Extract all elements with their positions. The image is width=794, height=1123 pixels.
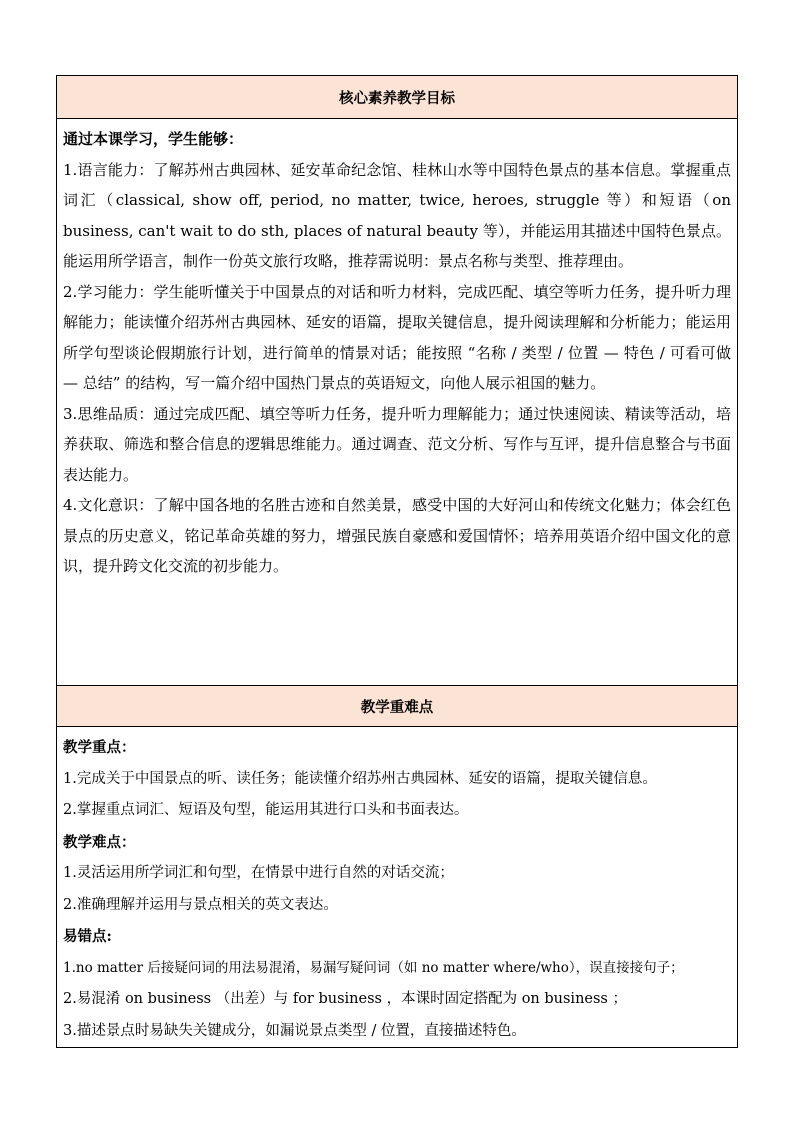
error-point: 2.易混淆 on business （出差）与 for business ，本课时固定搭配为 on business ；	[63, 991, 627, 1007]
difficult-point: 2.准确理解并运用与景点相关的英文表达。	[63, 896, 338, 913]
difficult-point: 1.灵活运用所学词汇和句型，在情景中进行自然的对话交流；	[63, 865, 454, 881]
error-points-heading: 易错点:	[63, 928, 112, 945]
goal-culture: 4.文化意识：了解中国各地的名胜古迹和自然美景，感受中国的大好河山和传统文化魅力；体会红色景点的历史意义，铭记革命英雄的努力，增强民族自豪感和爱国情怀；培养用英语介绍中国文化的意识，提升跨文化交流的初步能力。	[63, 496, 731, 575]
section-body-key-difficult	[57, 727, 738, 1048]
key-point: 1.完成关于中国景点的听、读任务；能读懂介绍苏州古典园林、延安的语篇，提取关键信息。	[63, 770, 657, 787]
goal-learning: 2.学习能力：学生能听懂关于中国景点的对话和听力材料，完成匹配、填空等听力任务，提升听力理解能力；能读懂介绍苏州古典园林、延安的语篇，提取关键信息，提升阅读理解和分析能力；能运用所学句型谈论假期旅行计划，进行简单的情景对话；能按照 “名称 / 类型 / 位置 — 特色 / 可看可做 — 总结” 的结构，写一篇介绍中国热门景点的英语短文，向他人展示祖国的魅力。	[63, 282, 731, 392]
intro-text: 通过本课学习，学生能够：	[63, 130, 244, 148]
error-point: 3.描述景点时易缺失关键成分，如漏说景点类型 / 位置，直接描述特色。	[63, 1022, 526, 1039]
section-header-key-difficult	[57, 686, 738, 727]
section-body-core-goals	[57, 119, 738, 686]
section-title: 核心素养教学目标	[339, 90, 455, 107]
goal-language: 1.语言能力：了解苏州古典园林、延安革命纪念馆、桂林山水等中国特色景点的基本信息。掌握重点词汇（classical, show off, period, no matter, twice, heroes, struggle 等）和短语（on business, can't wait to do sth, places of natural beauty 等），并能运用其描述中国特色景点。能运用所学语言，制作一份英文旅行攻略，推荐需说明：景点名称与类型、推荐理由。	[63, 160, 731, 270]
section-title: 教学重难点	[360, 699, 434, 716]
difficult-points-heading: 教学难点：	[63, 833, 136, 851]
section-header-core-goals	[57, 76, 738, 119]
key-point: 2.掌握重点词汇、短语及句型，能运用其进行口头和书面表达。	[63, 802, 469, 818]
lesson-plan-table	[56, 75, 738, 1048]
key-points-heading: 教学重点：	[63, 739, 136, 756]
goal-thinking: 3.思维品质：通过完成匹配、填空等听力任务，提升听力理解能力；通过快速阅读、精读等活动，培养获取、筛选和整合信息的逻辑思维能力。通过调查、范文分析、写作与互评，提升信息整合与书面表达能力。	[63, 404, 731, 484]
error-point: 1.no matter 后接疑问词的用法易混淆，易漏写疑问词（如 no matter where/who），误直接接句子；	[63, 959, 684, 976]
